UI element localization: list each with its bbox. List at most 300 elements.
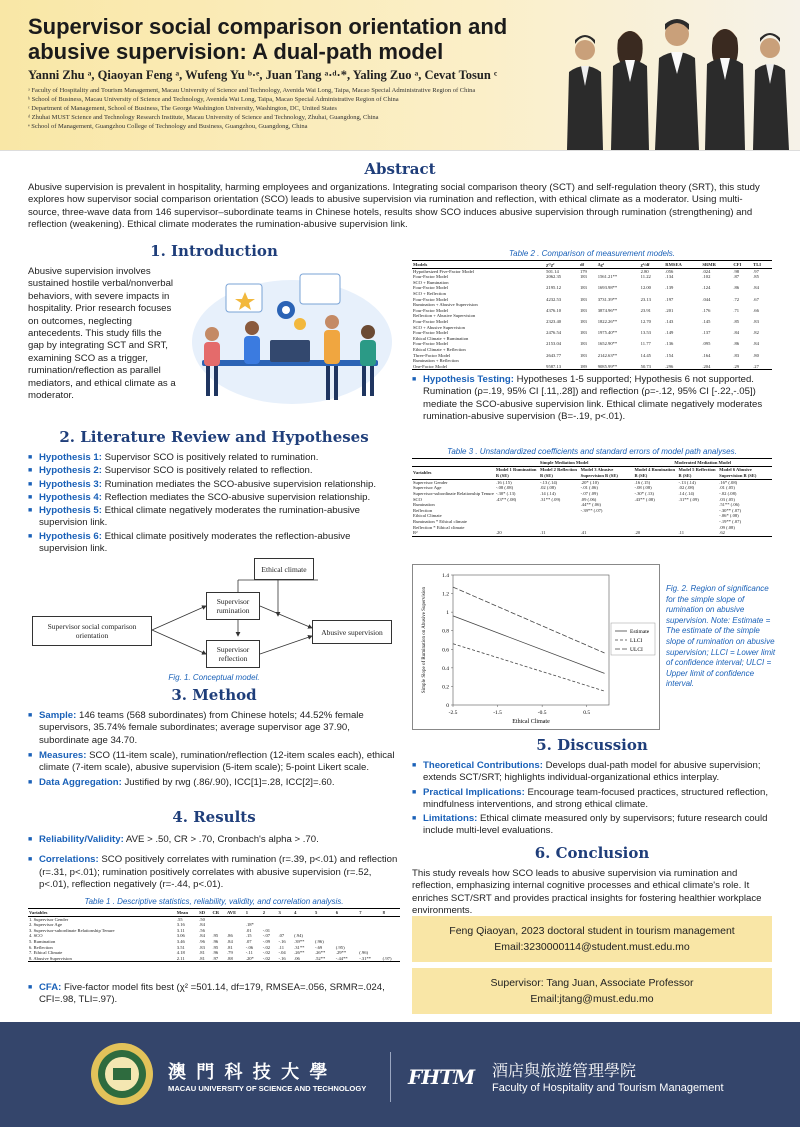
table-2-cell: .102 (702, 274, 711, 280)
introduction-heading: 1. Introduction (150, 242, 278, 260)
table-2-cell: 9085.99** (597, 363, 618, 369)
table-2-cell: 2153.04 (546, 341, 562, 347)
table-1-cell: 3.46 (176, 938, 185, 944)
table-3-cell: .16 (.15) (634, 479, 651, 485)
model-box-reflection: Supervisor reflection (206, 640, 260, 668)
hypothesis-item (28, 531, 400, 556)
table-2-cell: One-Factor Model (413, 363, 448, 369)
discussion-heading: 5. Discussion (536, 736, 648, 754)
hypothesis-label: Hypothesis 2: (39, 465, 102, 477)
hypothesis-text: Ethical climate negatively moderates the rumination-abusive supervision link. (39, 505, 361, 529)
plot-frame (453, 575, 609, 705)
hypothesis-testing-item (412, 374, 772, 423)
table-2-cell: 1561.21** (597, 274, 618, 280)
table-1-cell: .81 (199, 950, 205, 956)
table-1-cell: -.06 (245, 944, 254, 950)
discussion-label: Theoretical Contributions: (423, 760, 543, 771)
table-3-cell: .03 (.05) (719, 496, 735, 502)
table-3-cell: .14 (.14) (539, 490, 556, 496)
table-2-cell: 23.91 (640, 307, 651, 313)
table-1-cell: 8. Abusive Supervision (29, 955, 72, 961)
literature-heading: 2. Literature Review and Hypotheses (59, 428, 369, 446)
table-1-header-cell: 4 (293, 909, 314, 917)
method-label: Measures: (39, 749, 87, 761)
table-2-cell: .83 (733, 352, 740, 358)
results-item (28, 834, 400, 846)
table-2-cell: 2643.77 (546, 352, 562, 358)
table-1-header-cell: 3 (277, 909, 293, 917)
discussion-item (412, 760, 772, 785)
table-3-cell: -.39** (.07) (580, 507, 603, 513)
table-2-caption: Table 2 . Comparison of measurement models. (508, 249, 675, 258)
table-2-cell: .134 (665, 274, 674, 280)
table-2-grid (412, 260, 772, 370)
y-tick-label: 0.6 (442, 647, 449, 654)
table-1-cell: .50 (199, 916, 205, 922)
table-1-header-cell: 5 (314, 909, 335, 917)
table-2-cell: .72 (733, 296, 740, 302)
abstract-heading: Abstract (364, 160, 436, 178)
table-2-cell: .97 (753, 268, 759, 274)
hypothesis-testing-text: Hypotheses 1-5 supported; Hypothesis 6 not supported. Rumination (ρ=.19, 95% CI [.11,.28]) and reflection (ρ=-.12, 95% CI [-.22,-.05]) mediate the SCO-abusive supervision link. Ethical climate negatively moderates rumination-abusive supervision (B=-.19, p<.01). (423, 374, 763, 422)
table-2-cell: .98 (733, 268, 740, 274)
affiliation-e: ᵉ School of Management, Guangzhou College of Technology and Business, Guangzhou, Guangdong, China (28, 123, 308, 130)
table-1-cell: 1. Supervisor Gender (29, 916, 69, 922)
table-3-cell: Reflection (413, 507, 433, 513)
table-1-cell: .15 (245, 933, 252, 939)
table-3-cell: -.19** (.07) (719, 518, 741, 524)
table-3-cell: .16* (.08) (719, 479, 738, 485)
legend-label: ULCI (630, 647, 643, 653)
business-people-illustration (555, 0, 800, 150)
table-1-cell: .26** (314, 950, 326, 956)
table-2-cell: Ethical Climate + Reflection (413, 346, 466, 352)
table-2-cell: .85 (753, 274, 759, 280)
table-1-header-cell: SD (198, 909, 211, 917)
series-line-ulci (453, 587, 605, 653)
table-2-cell: 2062.35 (546, 274, 562, 280)
table-1-cell: .79 (227, 950, 233, 956)
university-seal-icon (90, 1042, 154, 1106)
table-2-header-cell: RMSEA (664, 261, 701, 269)
method-item (28, 777, 400, 789)
table-3-cell: .44** (.06) (580, 502, 601, 508)
table-1-cell: .52** (314, 955, 326, 961)
table-1-cell: 7. Ethical Climate (29, 950, 63, 956)
table-1-cell: (.96) (314, 938, 324, 944)
table-1-cell: -.02 (262, 955, 271, 961)
y-tick-label: 1.4 (442, 573, 449, 579)
table-2-cell: 50.73 (640, 363, 651, 369)
table-1-cell: .20* (245, 955, 254, 961)
table-2-cell: 3874.96** (597, 307, 618, 313)
figure-2-svg (413, 565, 659, 729)
y-tick-label: 1.2 (442, 591, 449, 598)
table-3-cell: .43** (.08) (634, 496, 655, 502)
series-line-llci (453, 644, 605, 691)
table-1-cell: -.11 (245, 950, 253, 956)
table-2-cell: Rumination + Abusive Supervision (413, 302, 478, 308)
table-2-cell: 4232.53 (546, 296, 562, 302)
poster-header (0, 0, 800, 150)
table-2-cell: 2.80 (640, 268, 649, 274)
contact-supervisor-email[interactable]: Email:jtang@must.edu.mo (530, 993, 654, 1005)
table-2-cell: 183 (579, 341, 587, 347)
hypothesis-text: Supervisor SCO is positively related to rumination. (101, 452, 319, 463)
table-2-cell: Four-Factor Model (413, 330, 448, 336)
results-label: Reliability/Validity: (39, 834, 124, 845)
faculty-name-en: Faculty of Hospitality and Tourism Management (492, 1082, 724, 1094)
table-1-cell: .84 (199, 922, 205, 928)
table-3-row (412, 530, 772, 536)
hypothesis-text: Rumination mediates the SCO-abusive supervision relationship. (101, 478, 377, 490)
model-box-rumination: Supervisor rumination (206, 592, 260, 620)
table-2-cell: 13.53 (640, 330, 651, 336)
hypothesis-item (28, 452, 400, 464)
method-text: SCO (11-item scale), rumination/reflection (12-item scales each), ethical climate (7-item scale), abusive supervision (5-item scale); 5-point Likert scale. (39, 749, 395, 774)
table-3-grid (412, 458, 772, 537)
table-3-cell: .14 (.14) (678, 490, 695, 496)
table-2-cell: 501.14 (546, 268, 559, 274)
table-1-cell: 4.18 (176, 950, 185, 956)
table-1-cell: -.16 (278, 955, 286, 961)
table-1-cell: .07 (278, 933, 285, 939)
table-1-cell: .83 (199, 944, 205, 950)
table-2-cell: .71 (733, 307, 740, 313)
table-2-cell: 189 (579, 363, 587, 369)
table-2-cell: .84 (753, 285, 759, 291)
table-2-cell: Four-Factor Model (413, 341, 448, 347)
table-1-cell: .81 (199, 955, 205, 961)
table-3-header-cell: Model 1 Rumination B (SE) (495, 466, 539, 479)
table-1-header-cell: Mean (176, 909, 198, 917)
table-1-cell: -.02 (262, 950, 271, 956)
table-1-cell: .11 (278, 944, 285, 950)
contact-student-email[interactable]: Email:3230000114@student.must.edu.mo (494, 941, 690, 953)
table-2-cell: .82 (753, 330, 759, 336)
hypothesis-text: Ethical climate positively moderates the reflection-abusive supervision link. (39, 530, 351, 555)
table-1-cell: -.07 (262, 933, 271, 939)
table-2-cell: Reflection + Abusive Supervision (413, 313, 476, 319)
abstract-text: Abusive supervision is prevalent in hospitality, harming employees and organizations. Integrating social comparison theory (SCT) and self-regulation theory (SRT), this study explores how supervisor social comparison orientation (SCO) leads to abusive supervision via rumination and reflection, with ethical climate as a moderator. Using multi-source, three-wave data from 146 supervisor–subordinate teams in Chinese hotels, results show SCO induces abusive supervision through rumination (strengthening) and reflection (weakening). Ethical climate moderates the rumination-abusive supervision link. (28, 182, 760, 230)
table-3 (412, 458, 772, 537)
table-2-cell: .143 (665, 318, 674, 324)
table-1-cell: -.44** (335, 955, 348, 961)
university-name-cn: 澳 門 科 技 大 學 (168, 1062, 330, 1083)
table-2-cell: 4376.10 (546, 307, 562, 313)
conclusion-heading: 6. Conclusion (534, 844, 650, 862)
cfa-list (28, 982, 400, 1008)
table-3-cell: .51** (.06) (719, 502, 740, 508)
table-3-cell: -.30* (.13) (634, 490, 654, 496)
table-1-cell: .96 (199, 938, 205, 944)
table-3-cell: .09 (.08) (719, 524, 735, 530)
table-1-cell: (.95) (335, 944, 345, 950)
table-2-cell: .80 (753, 352, 759, 358)
table-1-cell: .26** (294, 950, 305, 956)
table-2-cell: 14.45 (640, 352, 651, 358)
table-1-cell: 2.11 (176, 955, 185, 961)
table-3-group-2: Moderated Mediation Model (633, 459, 772, 467)
table-2-header-cell: df (579, 261, 597, 269)
table-2-cell: 183 (579, 296, 587, 302)
table-3-header-cell: Model 4 Rumination B (SE) (633, 466, 677, 479)
table-2-cell: 1693.98** (597, 285, 618, 291)
table-1-header-cell: 7 (358, 909, 381, 917)
hypothesis-label: Hypothesis 4: (39, 491, 102, 503)
table-1-cell: .95 (212, 933, 219, 939)
table-1-cell: (.97) (382, 955, 392, 961)
table-2-header-cell: SRMR (701, 261, 732, 269)
conclusion-text: This study reveals how SCO leads to abusive supervision via rumination and reflection, emphasizing internal cognitive processes and ethical climate's role. It enriches SCT/SRT and provides practical insights for fostering healthier workplace environments. (412, 868, 762, 916)
model-box-ethical-climate: Ethical climate (254, 558, 314, 580)
table-2-cell: 2195.12 (546, 285, 562, 291)
table-3-header-cell: Model 5 Reflection B (SE) (678, 466, 719, 479)
discussion-text: Develops dual-path model for abusive supervision; extends SCT/SRT; highlights individual-organizational ethics interplay. (423, 760, 761, 784)
table-1-cell: -.02 (262, 944, 271, 950)
table-3-cell: -.13 (.14) (678, 479, 696, 485)
table-1-cell: .31** (294, 944, 305, 950)
y-tick-label: 0 (446, 703, 449, 709)
table-1-cell: .29** (335, 950, 347, 956)
hypothesis-testing-label: Hypothesis Testing: (423, 374, 514, 385)
table-1-cell: 3.06 (176, 933, 185, 939)
table-3-cell: SCO (413, 496, 422, 502)
hypothesis-label: Hypothesis 5: (39, 505, 102, 517)
table-1-header-cell: CR (211, 909, 226, 917)
method-text: 146 teams (568 subordinates) from Chinese hotels; 44.52% female supervisors, 35.74% female subordinates; average supervisor age 37.90, subordinate age 34.70. (39, 710, 364, 746)
table-3-cell: Rumination * Ethical climate (413, 518, 467, 524)
hypothesis-label: Hypothesis 6: (39, 530, 102, 542)
method-label: Data Aggregation: (39, 777, 122, 789)
table-1-cell: .84 (227, 938, 233, 944)
table-2-cell: .044 (702, 296, 711, 302)
author-list: Yanni Zhu ᵃ, Qiaoyan Feng ᵃ, Wufeng Yu ᵇ·ᵉ, Juan Tang ᵃ·ᵈ·*, Yaling Zuo ᵃ, Cevat Tosun ᶜ (28, 68, 498, 82)
series-line-estimate (453, 616, 605, 674)
table-2-cell: .139 (665, 285, 674, 291)
table-3-cell: .11 (539, 530, 546, 536)
table-2-cell: Four-Factor Model (413, 307, 448, 313)
table-3-cell: .01 (.05) (719, 485, 735, 491)
table-1-cell: .56 (199, 927, 205, 933)
table-1-cell: 3.16 (176, 922, 185, 928)
table-1-cell: .18* (245, 922, 254, 928)
table-3-cell: .31** (.09) (678, 496, 699, 502)
table-3-cell: -.08 (.08) (634, 485, 652, 491)
discussion-item (412, 813, 772, 838)
table-3-cell: .62 (719, 530, 725, 536)
hypothesis-item (28, 479, 400, 491)
results-text: AVE > .50, CR > .70, Cronbach's alpha > .70. (123, 834, 319, 845)
table-2-cell: .024 (702, 268, 711, 274)
faculty-name-cn: 酒店與旅遊管理學院 (492, 1061, 637, 1080)
method-item (28, 750, 400, 775)
table-2-cell: .145 (702, 318, 711, 324)
table-3-cell: -.13 (.14) (539, 479, 558, 485)
table-2-cell: 183 (579, 285, 587, 291)
discussion-label: Limitations: (423, 813, 478, 825)
method-list (28, 710, 400, 791)
table-2-cell: Four-Factor Model (413, 318, 448, 324)
table-3-cell: .02 (.08) (539, 485, 556, 491)
table-2-cell: .149 (665, 330, 674, 336)
y-axis-label: Simple Slope of Rumination on Abusive Supervision (422, 586, 427, 694)
table-3-cell: .16 (.15) (495, 479, 512, 485)
table-2-header-cell: χ²/χ² (545, 261, 579, 269)
table-3-spacer (412, 459, 495, 467)
affiliations (28, 86, 588, 131)
table-3-cell: .41 (580, 530, 587, 536)
table-3-cell: -.30** (.07) (719, 507, 741, 513)
legend-label: Estimate (630, 629, 650, 635)
hypothesis-item (28, 505, 400, 530)
table-2-cell: .056 (665, 268, 674, 274)
cfa-item (28, 982, 400, 1007)
y-tick-label: 0.4 (442, 665, 449, 672)
table-3-cell: .20 (634, 530, 641, 536)
hypothesis-item (28, 492, 400, 504)
table-2-cell: .154 (665, 352, 674, 358)
table-2-cell: .83 (753, 318, 759, 324)
table-1-cell: .95 (212, 944, 219, 950)
table-2-cell: 1822.26** (597, 318, 618, 324)
table-2-header-cell: Models (412, 261, 545, 269)
table-3-cell: .20 (495, 530, 502, 536)
table-1-row (28, 956, 400, 962)
table-2-header-cell: Δχ² (597, 261, 640, 269)
university-name-en: MACAU UNIVERSITY OF SCIENCE AND TECHNOLOGY (168, 1084, 367, 1093)
cfa-text: Five-factor model fits best (χ² =501.14, df=179, RMSEA=.056, SRMR=.024, CFI=.98, TLI=.97). (39, 982, 385, 1006)
table-1-caption: Table 1 . Descriptive statistics, reliability, validity, and correlation analysis. (84, 897, 344, 906)
table-1-cell: (.94) (294, 933, 303, 939)
table-2-cell: Four-Factor Model (413, 296, 448, 302)
table-2-cell: .67 (753, 296, 759, 302)
table-1-cell: 5. Rumination (29, 938, 56, 944)
table-3-header-cell: Model 2 Reflection B (SE) (539, 466, 580, 479)
x-tick-label: 0.5 (583, 710, 591, 716)
conceptual-model (28, 556, 400, 678)
table-2-cell: 23.13 (640, 296, 651, 302)
table-2-cell: .85 (733, 318, 740, 324)
table-2-row (412, 364, 772, 370)
table-2-cell: .84 (733, 330, 740, 336)
table-3-cell: .20* (.10) (580, 479, 599, 485)
x-axis-label: Ethical Climate (512, 719, 550, 725)
affiliation-b: ᵇ School of Business, Macau University of Science and Technology, Avenida Wai Long, Taipa, Macao Special Administrative Region of China (28, 96, 399, 103)
table-3-cell: Supervisor-subordinate Relationship Tenure (413, 490, 494, 496)
hypothesis-testing-list (412, 374, 772, 424)
table-1-cell: -.04 (278, 950, 286, 956)
table-1-cell: 6. Reflection (29, 944, 53, 950)
contact-supervisor (412, 968, 772, 1014)
hypothesis-label: Hypothesis 3: (39, 478, 102, 490)
table-3-cell: -.07 (.09) (580, 490, 598, 496)
table-2-cell: .176 (702, 307, 711, 313)
table-2-cell: 179 (579, 268, 587, 274)
y-tick-label: 0.2 (442, 684, 449, 691)
table-1-cell: (.96) (359, 950, 369, 956)
affiliation-a: ᵃ Faculty of Hospitality and Tourism Management, Macau University of Science and Technology, Avenida Wai Long, Taipa, Macao Special Administrative Region of China (28, 87, 476, 94)
table-2-cell: 9587.13 (546, 363, 562, 369)
table-2-cell: 183 (579, 307, 587, 313)
table-1-cell: 3.11 (176, 927, 185, 933)
table-1-cell: .97 (212, 955, 219, 961)
table-3-cell: .11 (678, 530, 685, 536)
table-1-grid (28, 908, 400, 962)
table-2-cell: .86 (733, 285, 740, 291)
table-2-cell: SCO + Rumination (413, 279, 449, 285)
table-2-cell: 183 (579, 318, 587, 324)
table-2-cell: .137 (702, 330, 711, 336)
table-1-cell: 3. Supervisor-subordinate Relationship Tenure (29, 927, 115, 933)
figure-2-chart (412, 564, 660, 730)
table-1-cell: 4. SCO (29, 933, 43, 939)
table-2-header-cell: χ²/df (640, 261, 665, 269)
discussion-label: Practical Implications: (423, 786, 525, 798)
table-1-cell: .96 (212, 938, 219, 944)
y-tick-label: 0.8 (442, 628, 449, 635)
table-3-cell: -.30* (.13) (495, 490, 516, 496)
table-2-cell: 2142.63** (597, 352, 618, 358)
hypothesis-label: Hypothesis 1: (39, 452, 102, 463)
contact-student (412, 916, 772, 962)
table-3-header-cell: Model 6 Abusive Supervision B (SE) (718, 466, 772, 479)
table-2-cell: .84 (753, 341, 759, 347)
table-1-cell: -.31** (359, 955, 372, 961)
table-2 (412, 260, 772, 370)
table-2-cell: .86 (733, 341, 740, 347)
table-1-cell: .55 (176, 916, 183, 922)
poster-title: Supervisor social comparison orientation and abusive supervision: A dual-path model (28, 14, 508, 64)
table-1-cell: .81 (227, 944, 233, 950)
table-3-group-1: Simple Mediation Model (495, 459, 634, 467)
table-3-cell: Supervisor Gender (413, 479, 448, 485)
table-2-cell: .29 (733, 363, 740, 369)
table-1-cell: -.69 (314, 944, 323, 950)
table-2-cell: 2323.40 (546, 318, 562, 324)
method-text: Justified by rwg (.86/.90), ICC[1]=.28, ICC[2]=.60. (121, 777, 335, 789)
table-2-cell: .164 (702, 352, 711, 358)
table-1-cell: .84 (199, 933, 205, 939)
table-3-cell: -.06* (.08) (719, 513, 739, 519)
table-2-cell: Three-Factor Model (413, 352, 451, 358)
figure-1-caption: Fig. 1. Conceptual model. (168, 673, 260, 682)
table-1-header-cell: 8 (382, 909, 400, 917)
table-1-cell: .06 (294, 955, 300, 961)
model-box-sco: Supervisor social comparison orientation (32, 616, 152, 646)
table-3-cell: Rumination (413, 502, 435, 508)
table-2-cell: 11.22 (640, 274, 651, 280)
x-tick-label: -0.5 (537, 710, 547, 716)
table-2-cell: 1652.90** (597, 341, 618, 347)
contact-student-name: Feng Qiaoyan, 2023 doctoral student in tourism management (449, 925, 735, 937)
table-3-cell: .09 (.06) (580, 496, 597, 502)
table-2-cell: 183 (579, 330, 587, 336)
hypothesis-list (28, 452, 400, 556)
table-2-cell: 183 (579, 352, 587, 358)
table-2-cell: Four-Factor Model (413, 274, 448, 280)
results-text: SCO positively correlates with rumination (r=.39, p<.01) and reflection (r=.31, p<.01); rumination positively correlates with abusive supervision (r=.52, p<.01), reflection negatively (r=-.44, p<.01). (39, 854, 398, 890)
table-2-cell: Ethical Climate + Rumination (413, 335, 469, 341)
fhtm-logo: FHTM (408, 1065, 475, 1089)
table-1-header-cell: 2 (262, 909, 278, 917)
table-2-cell: .095 (702, 341, 711, 347)
y-tick-label: 1 (446, 610, 449, 617)
figure-2-caption: Fig. 2. Region of significance for the simple slope of rumination on abusive supervision. Note: Estimate = The estimate of the simple slope of rumination on abusive supervision; LLCI = Lower limit of confidence interval; ULCI = Upper limit of confidence interval. (666, 584, 776, 689)
table-2-cell: .197 (665, 296, 674, 302)
hypothesis-text: Supervisor SCO is positively related to reflection. (101, 465, 313, 477)
footer-divider (390, 1052, 391, 1102)
